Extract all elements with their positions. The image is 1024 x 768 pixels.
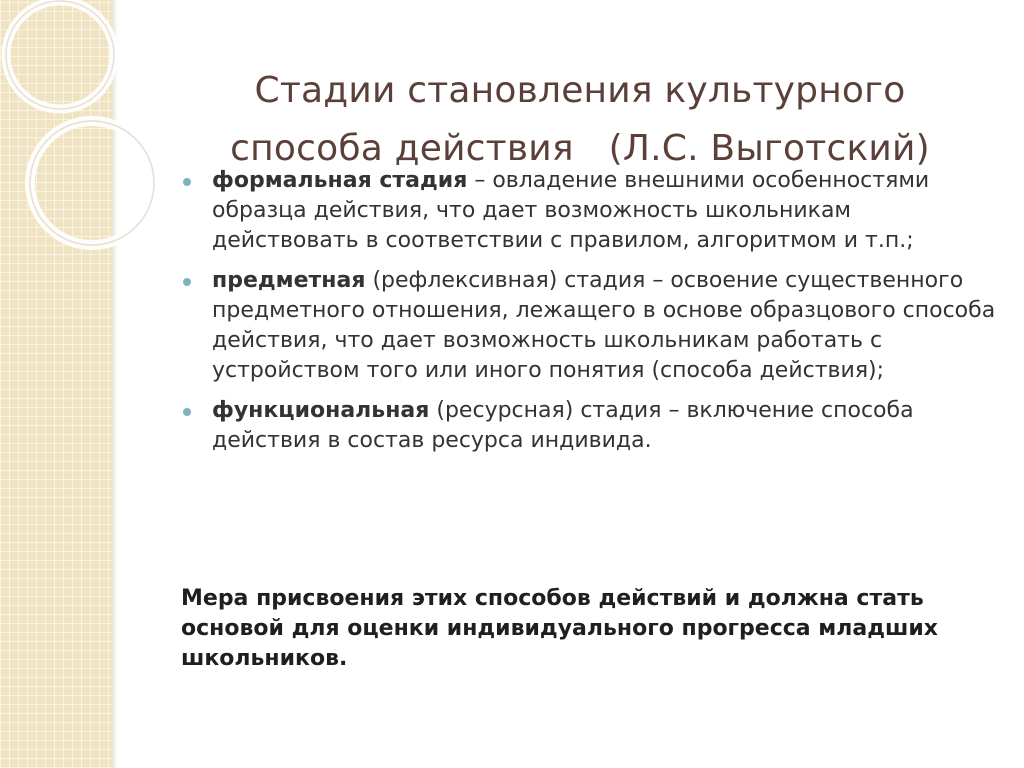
term-formal: формальная стадия xyxy=(212,168,468,193)
list-item-formal-stage xyxy=(183,166,1003,256)
slide-title xyxy=(150,62,1010,178)
bullet-dot-icon xyxy=(183,278,191,286)
conclusion-text: Мера присвоения этих способов действий и должна стать основой для оценки индивидуального прогресса младших школьников. xyxy=(181,586,938,671)
list-item-functional-stage xyxy=(183,396,1003,456)
list-item-subject-stage xyxy=(183,266,1003,386)
term-functional: функциональная xyxy=(212,398,430,423)
slide-title-line-1: Стадии становления культурного xyxy=(254,70,906,112)
slide-title-line-2: способа действия (Л.С. Выготский) xyxy=(230,128,930,170)
bullet-dot-icon xyxy=(183,408,191,416)
term-subject: предметная xyxy=(212,268,366,293)
bullet-dot-icon xyxy=(183,178,191,186)
description-subject: (рефлексивная) стадия – освоение существенного предметного отношения, лежащего в основе образцового способа действия, что дает возможность школьникам работать с устройством того или иного понятия (способа действия); xyxy=(212,268,996,383)
description-formal: – овладение внешними особенностями образца действия, что дает возможность школьникам действовать в соответствии с правилом, алгоритмом и т.п.; xyxy=(212,168,930,253)
description-functional: (ресурсная) стадия – включение способа действия в состав ресурса индивида. xyxy=(212,398,914,453)
stages-list xyxy=(183,166,1003,466)
